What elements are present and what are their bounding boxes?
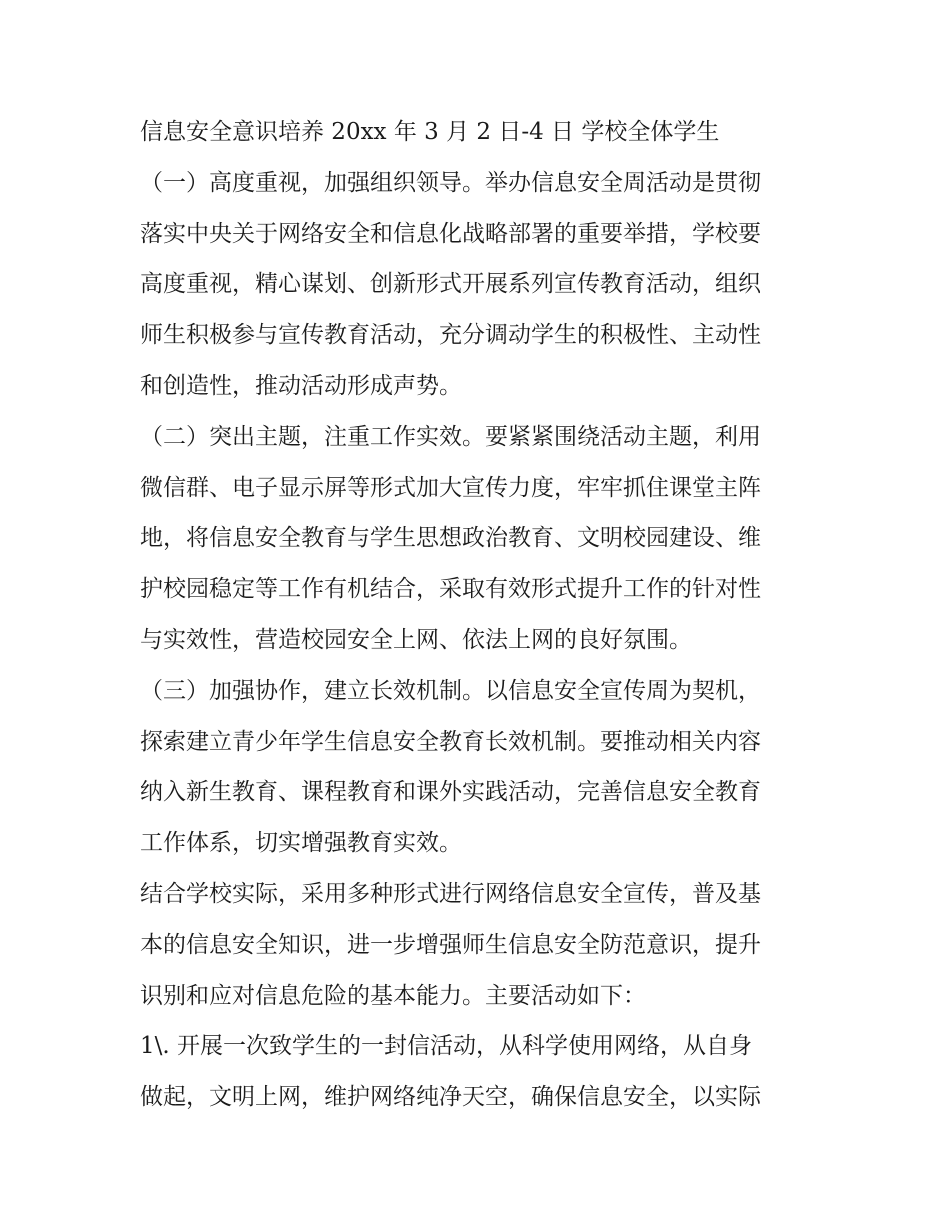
text-line: 与实效性，营造校园安全上网、依法上网的良好氛围。 (140, 626, 692, 653)
text-line: 纳入新生教育、课程教育和课外实践活动，完善信息安全教育 (140, 779, 761, 806)
text-line: 护校园稳定等工作有机结合，采取有效形式提升工作的针对性 (140, 576, 761, 603)
text-line-header: 信息安全意识培养 20xx 年 3 月 2 日-4 日 学校全体学生 (140, 119, 720, 145)
text-line: 探索建立青少年学生信息安全教育长效机制。要推动相关内容 (140, 728, 761, 755)
text-line: （三）加强协作，建立长效机制。以信息安全宣传周为契机， (140, 677, 761, 704)
text-line: （一）高度重视，加强组织领导。举办信息安全周活动是贯彻 (140, 169, 761, 196)
text-line: 做起，文明上网，维护网络纯净天空，确保信息安全，以实际 (140, 1084, 761, 1111)
text-line: 师生积极参与宣传教育活动，充分调动学生的积极性、主动性 (140, 322, 761, 349)
text-line: 本的信息安全知识，进一步增强师生信息安全防范意识，提升 (140, 931, 761, 958)
text-line: 工作体系，切实增强教育实效。 (140, 830, 462, 857)
text-line: 微信群、电子显示屏等形式加大宣传力度，牢牢抓住课堂主阵 (140, 474, 761, 501)
text-line: 落实中央关于网络安全和信息化战略部署的重要举措，学校要 (140, 220, 761, 247)
text-line: 高度重视，精心谋划、创新形式开展系列宣传教育活动，组织 (140, 271, 761, 298)
text-line: 1\. 开展一次致学生的一封信活动，从科学使用网络，从自身 (140, 1033, 753, 1060)
text-line: 识别和应对信息危险的基本能力。主要活动如下： (140, 982, 646, 1009)
document-body (140, 107, 820, 1123)
text-line: （二）突出主题，注重工作实效。要紧紧围绕活动主题，利用 (140, 423, 761, 450)
text-line: 和创造性，推动活动形成声势。 (140, 372, 462, 399)
text-line: 结合学校实际，采用多种形式进行网络信息安全宣传，普及基 (140, 880, 761, 907)
text-line: 地，将信息安全教育与学生思想政治教育、文明校园建设、维 (140, 525, 761, 552)
